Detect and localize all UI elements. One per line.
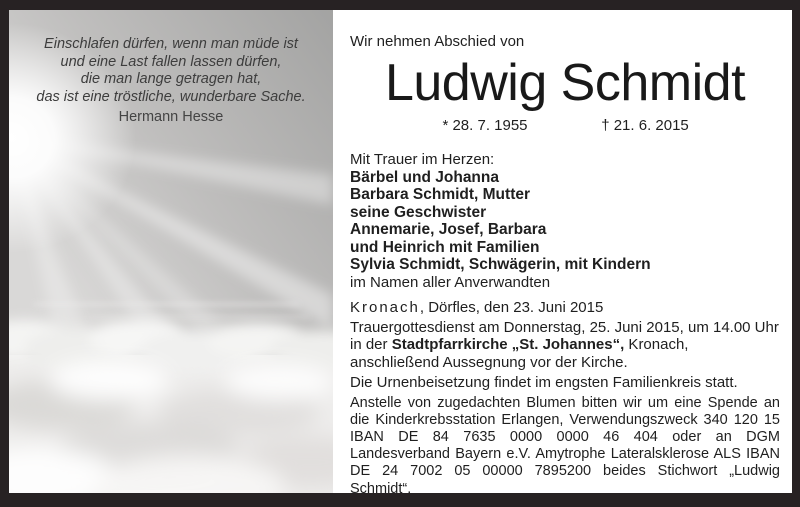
service-line: Trauergottesdienst am Donnerstag, 25. Juni 2015, um 14.00 Uhr: [350, 318, 779, 336]
service-line: anschließend Aussegnung vor der Kirche.: [350, 353, 628, 371]
life-dates: [350, 117, 780, 135]
dateline-place: Kronach: [350, 299, 420, 316]
birth-date: * 28. 7. 1955: [442, 116, 528, 134]
obituary-inner: [9, 10, 792, 497]
quote-line: die man lange getragen hat,: [80, 71, 262, 87]
mourner-line: seine Geschwister: [350, 203, 487, 221]
mourners-block: [350, 151, 780, 291]
dateline: [350, 299, 780, 317]
cloud-deck: [9, 320, 333, 493]
mourner-line: Annemarie, Josef, Barbara: [350, 221, 547, 238]
mourner-line: und Heinrich mit Familien: [350, 238, 540, 256]
obituary-text-column: [333, 10, 792, 497]
death-date: † 21. 6. 2015: [601, 116, 689, 134]
memorial-quote: [9, 36, 333, 127]
quote-line: das ist eine tröstliche, wunderbare Sache.: [36, 88, 306, 105]
announcement-intro: Wir nehmen Abschied von: [350, 33, 525, 50]
quote-author: Hermann Hesse: [118, 109, 224, 125]
mourner-line: Bärbel und Johanna: [350, 168, 499, 186]
church-name: Stadtpfarrkirche „St. Johannes“,: [391, 336, 625, 353]
mourner-line: Sylvia Schmidt, Schwägerin, mit Kindern: [350, 256, 651, 273]
mourner-line: Barbara Schmidt, Mutter: [350, 186, 531, 203]
burial-info: Die Urnenbeisetzung findet im engsten Familienkreis statt.: [350, 374, 738, 391]
dateline-rest: , Dörfles, den 23. Juni 2015: [419, 299, 604, 316]
quote-line: und eine Last fallen lassen dürfen,: [60, 53, 282, 70]
deceased-name: Ludwig Schmidt: [384, 53, 746, 112]
mourners-closing: im Namen aller Anverwandten: [350, 273, 551, 291]
donation-info: Anstelle von zugedachten Blumen bitten wir um eine Spende an die Kinderkrebsstation Erlangen, Verwendungszweck 340 120 15 IBAN DE 84 7635 0000 0000 46 404 oder an DGM Landesverband Bayern e.V. Amytrophe Lateralsklerose ALS IBAN DE 24 7002 05 00000 7895200 beides Stichwort „Ludwig Schmidt“.: [350, 394, 780, 497]
service-info: [350, 319, 780, 372]
memorial-photo: [9, 10, 333, 493]
quote-line: Einschlafen dürfen, wenn man müde ist: [44, 36, 298, 52]
mourners-lead: Mit Trauer im Herzen:: [350, 151, 495, 168]
service-line: in der Stadtpfarrkirche „St. Johannes“, Kronach,: [350, 336, 689, 353]
